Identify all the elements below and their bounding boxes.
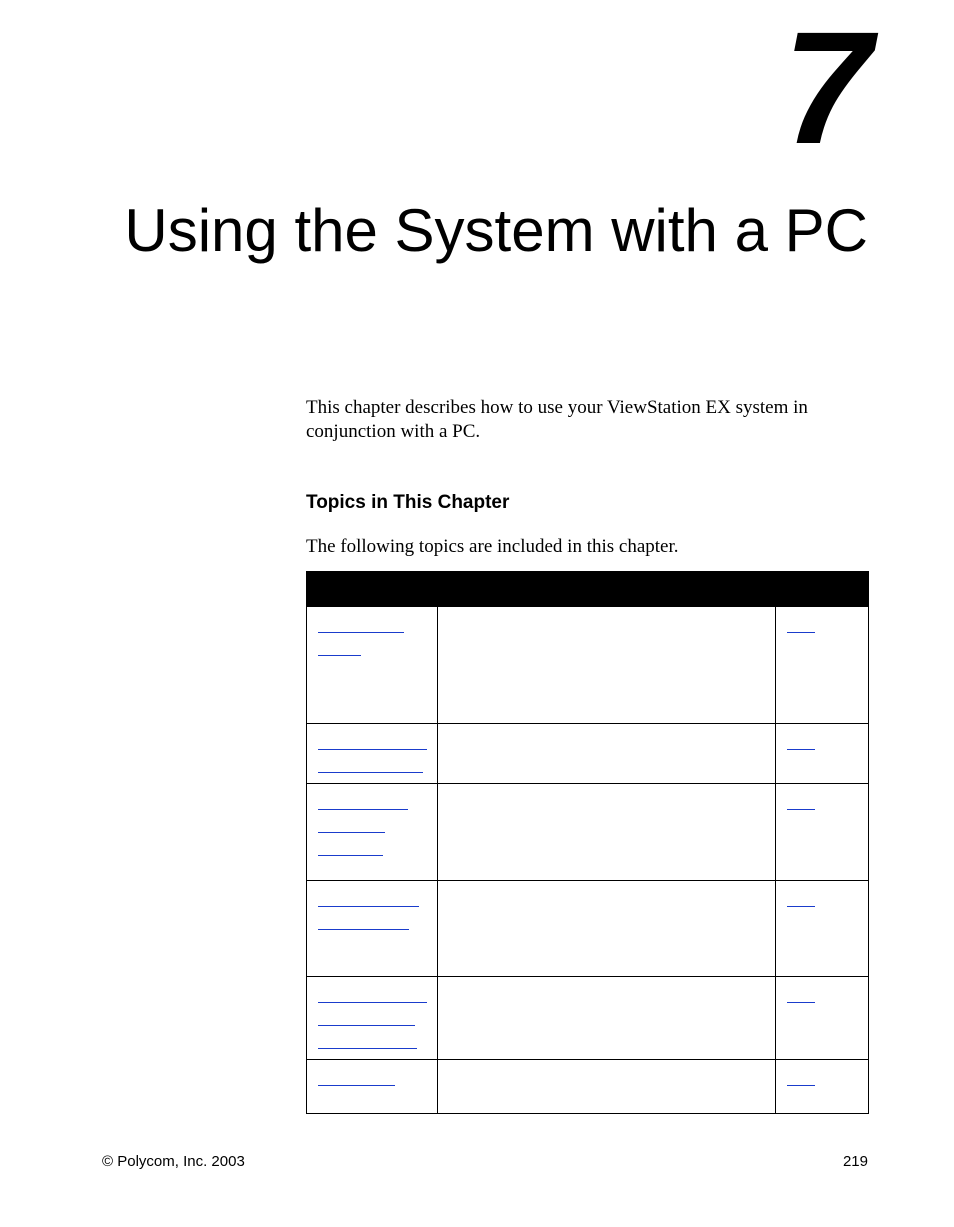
topic-cell bbox=[307, 977, 438, 1060]
description-cell bbox=[438, 881, 776, 977]
topic-link[interactable] bbox=[318, 894, 419, 907]
topic-link[interactable] bbox=[318, 990, 427, 1003]
page-link[interactable] bbox=[787, 620, 815, 633]
table-row bbox=[307, 607, 869, 724]
description-cell bbox=[438, 607, 776, 724]
topic-link[interactable] bbox=[318, 760, 423, 773]
footer-page-number: 219 bbox=[842, 1153, 868, 1170]
description-cell bbox=[438, 1060, 776, 1114]
page-link[interactable] bbox=[787, 737, 815, 750]
table-row bbox=[307, 881, 869, 977]
chapter-number: 7 bbox=[783, 0, 872, 177]
description-cell bbox=[438, 977, 776, 1060]
section-text: The following topics are included in this chapter. bbox=[306, 536, 679, 557]
topic-link[interactable] bbox=[318, 820, 385, 833]
topic-cell bbox=[307, 1060, 438, 1114]
table-row bbox=[307, 977, 869, 1060]
page-link[interactable] bbox=[787, 1073, 815, 1086]
page-cell bbox=[776, 1060, 869, 1114]
page-cell bbox=[776, 881, 869, 977]
topic-link[interactable] bbox=[318, 737, 427, 750]
topic-link[interactable] bbox=[318, 917, 409, 930]
topic-link[interactable] bbox=[318, 620, 404, 633]
description-cell bbox=[438, 724, 776, 784]
topic-link[interactable] bbox=[318, 797, 408, 810]
topics-table bbox=[306, 571, 869, 1114]
page-cell bbox=[776, 784, 869, 881]
footer-copyright: © Polycom, Inc. 2003 bbox=[102, 1153, 245, 1170]
page-cell bbox=[776, 724, 869, 784]
topic-link[interactable] bbox=[318, 1073, 395, 1086]
topic-link[interactable] bbox=[318, 643, 361, 656]
chapter-title: Using the System with a PC bbox=[124, 197, 868, 264]
table-row bbox=[307, 724, 869, 784]
table-header-cell bbox=[438, 572, 776, 607]
description-cell bbox=[438, 784, 776, 881]
page-link[interactable] bbox=[787, 990, 815, 1003]
table-header-cell bbox=[776, 572, 869, 607]
page-cell bbox=[776, 607, 869, 724]
topic-cell bbox=[307, 724, 438, 784]
table-header-row bbox=[307, 572, 869, 607]
topic-link[interactable] bbox=[318, 843, 383, 856]
topic-link[interactable] bbox=[318, 1013, 415, 1026]
table-row bbox=[307, 784, 869, 881]
topic-link[interactable] bbox=[318, 1036, 417, 1049]
page-link[interactable] bbox=[787, 894, 815, 907]
table-row bbox=[307, 1060, 869, 1114]
topic-cell bbox=[307, 881, 438, 977]
topic-cell bbox=[307, 784, 438, 881]
page-link[interactable] bbox=[787, 797, 815, 810]
section-heading: Topics in This Chapter bbox=[306, 492, 510, 513]
table-header-cell bbox=[307, 572, 438, 607]
topic-cell bbox=[307, 607, 438, 724]
page-cell bbox=[776, 977, 869, 1060]
chapter-intro: This chapter describes how to use your ViewStation EX system in conjunction with a PC. bbox=[306, 397, 808, 442]
